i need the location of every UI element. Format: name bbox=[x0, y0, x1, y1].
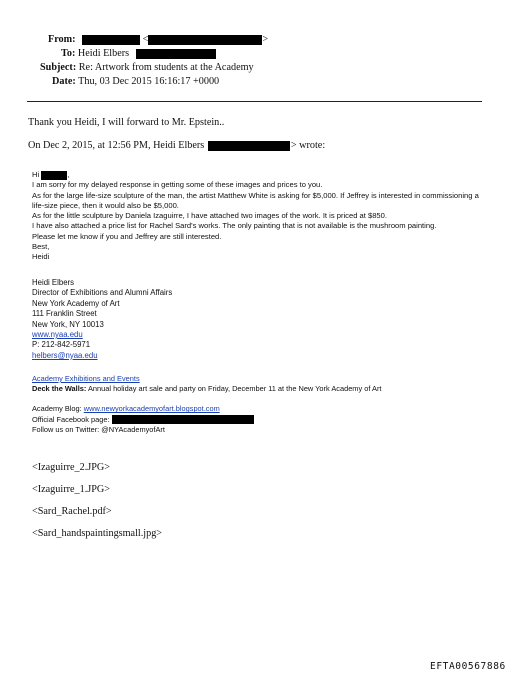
to-row bbox=[61, 48, 216, 59]
events-heading-link[interactable]: Academy Exhibitions and Events bbox=[32, 374, 140, 383]
from-gt: > bbox=[262, 34, 269, 45]
subject-label: Subject: bbox=[40, 62, 77, 73]
signature-phone: P: 212-842-5971 bbox=[32, 340, 91, 350]
signature-name: Heidi Elbers bbox=[32, 278, 75, 287]
quote-intro bbox=[28, 140, 325, 151]
blog-label: Academy Blog: bbox=[32, 404, 84, 414]
original-message bbox=[32, 170, 479, 263]
quote-suffix: > wrote: bbox=[290, 140, 326, 151]
facebook-line bbox=[32, 415, 381, 425]
signature-title: Director of Exhibitions and Alumni Affairs bbox=[32, 288, 173, 298]
redacted-sender-name bbox=[82, 35, 140, 45]
body-line: life-size piece, then it would also be $5,000. bbox=[32, 200, 179, 210]
facebook-label: Official Facebook page: bbox=[32, 414, 112, 424]
signature-street: 111 Franklin Street bbox=[32, 309, 97, 319]
signature-city: New York, NY 10013 bbox=[32, 319, 104, 329]
from-row bbox=[48, 34, 268, 45]
body-line: Best, bbox=[32, 242, 50, 252]
redacted-facebook-link bbox=[112, 415, 254, 424]
email-link[interactable]: helbers@nyaa.edu bbox=[32, 350, 98, 360]
redacted-recipient-email bbox=[136, 49, 216, 59]
greeting: Hi bbox=[32, 170, 40, 179]
quote-prefix: On Dec 2, 2015, at 12:56 PM, Heidi Elbers bbox=[28, 140, 205, 151]
to-label: To: bbox=[61, 48, 76, 59]
signature-block bbox=[32, 278, 172, 361]
deck-bold: Deck the Walls: bbox=[32, 384, 87, 394]
events-spacer bbox=[32, 394, 381, 404]
attachment-item[interactable]: <Sard_Rachel.pdf> bbox=[32, 506, 112, 517]
deck-text: Annual holiday art sale and party on Friday, December 11 at the New York Academy of Art bbox=[86, 384, 382, 394]
body-line: Heidi bbox=[32, 252, 50, 262]
date-label: Date: bbox=[52, 76, 76, 87]
redacted-quoted-email bbox=[208, 141, 290, 151]
blog-link[interactable]: www.newyorkacademyofart.blogspot.com bbox=[83, 404, 220, 414]
date-row bbox=[52, 76, 219, 87]
website-link[interactable]: www.nyaa.edu bbox=[32, 330, 83, 340]
events-block bbox=[32, 374, 381, 435]
reply-text: Thank you Heidi, I will forward to Mr. Epstein.. bbox=[28, 117, 225, 128]
twitter-line: Follow us on Twitter: @NYAcademyofArt bbox=[32, 424, 165, 434]
redacted-greeting-name bbox=[41, 170, 70, 180]
greeting-end: , bbox=[67, 170, 70, 179]
blog-line bbox=[32, 404, 381, 414]
attachment-item[interactable]: <Izaguirre_2.JPG> bbox=[32, 462, 110, 473]
body-line: As for the large life-size sculpture of the man, the artist Matthew White is asking for $5,000. If Jeffrey is interested in commissioning a bbox=[32, 190, 479, 200]
deck-line bbox=[32, 384, 381, 394]
attachment-item[interactable]: <Sard_handspaintingsmall.jpg> bbox=[32, 528, 163, 539]
header-divider bbox=[27, 101, 482, 102]
date-value: Thu, 03 Dec 2015 16:16:17 +0000 bbox=[78, 76, 220, 87]
from-lt: < bbox=[142, 34, 149, 45]
body-line: Please let me know if you and Jeffrey are still interested. bbox=[32, 231, 222, 241]
document-id: EFTA00567886 bbox=[430, 661, 506, 672]
greeting-line bbox=[32, 170, 479, 180]
subject-value: Re: Artwork from students at the Academy bbox=[78, 62, 254, 73]
subject-row bbox=[40, 62, 254, 73]
redacted-sender-email bbox=[148, 35, 262, 45]
to-value: Heidi Elbers bbox=[77, 48, 130, 59]
body-line: As for the little sculpture by Daniela Izaguirre, I have attached two images of the work. It is priced at $850. bbox=[32, 211, 387, 221]
from-label: From: bbox=[48, 34, 76, 45]
attachment-item[interactable]: <Izaguirre_1.JPG> bbox=[32, 484, 110, 495]
body-line: I am sorry for my delayed response in getting some of these images and prices to you. bbox=[32, 180, 323, 190]
body-line: I have also attached a price list for Rachel Sard's works. The only painting that is not available is the mushroom painting. bbox=[32, 221, 437, 231]
signature-org: New York Academy of Art bbox=[32, 298, 120, 308]
